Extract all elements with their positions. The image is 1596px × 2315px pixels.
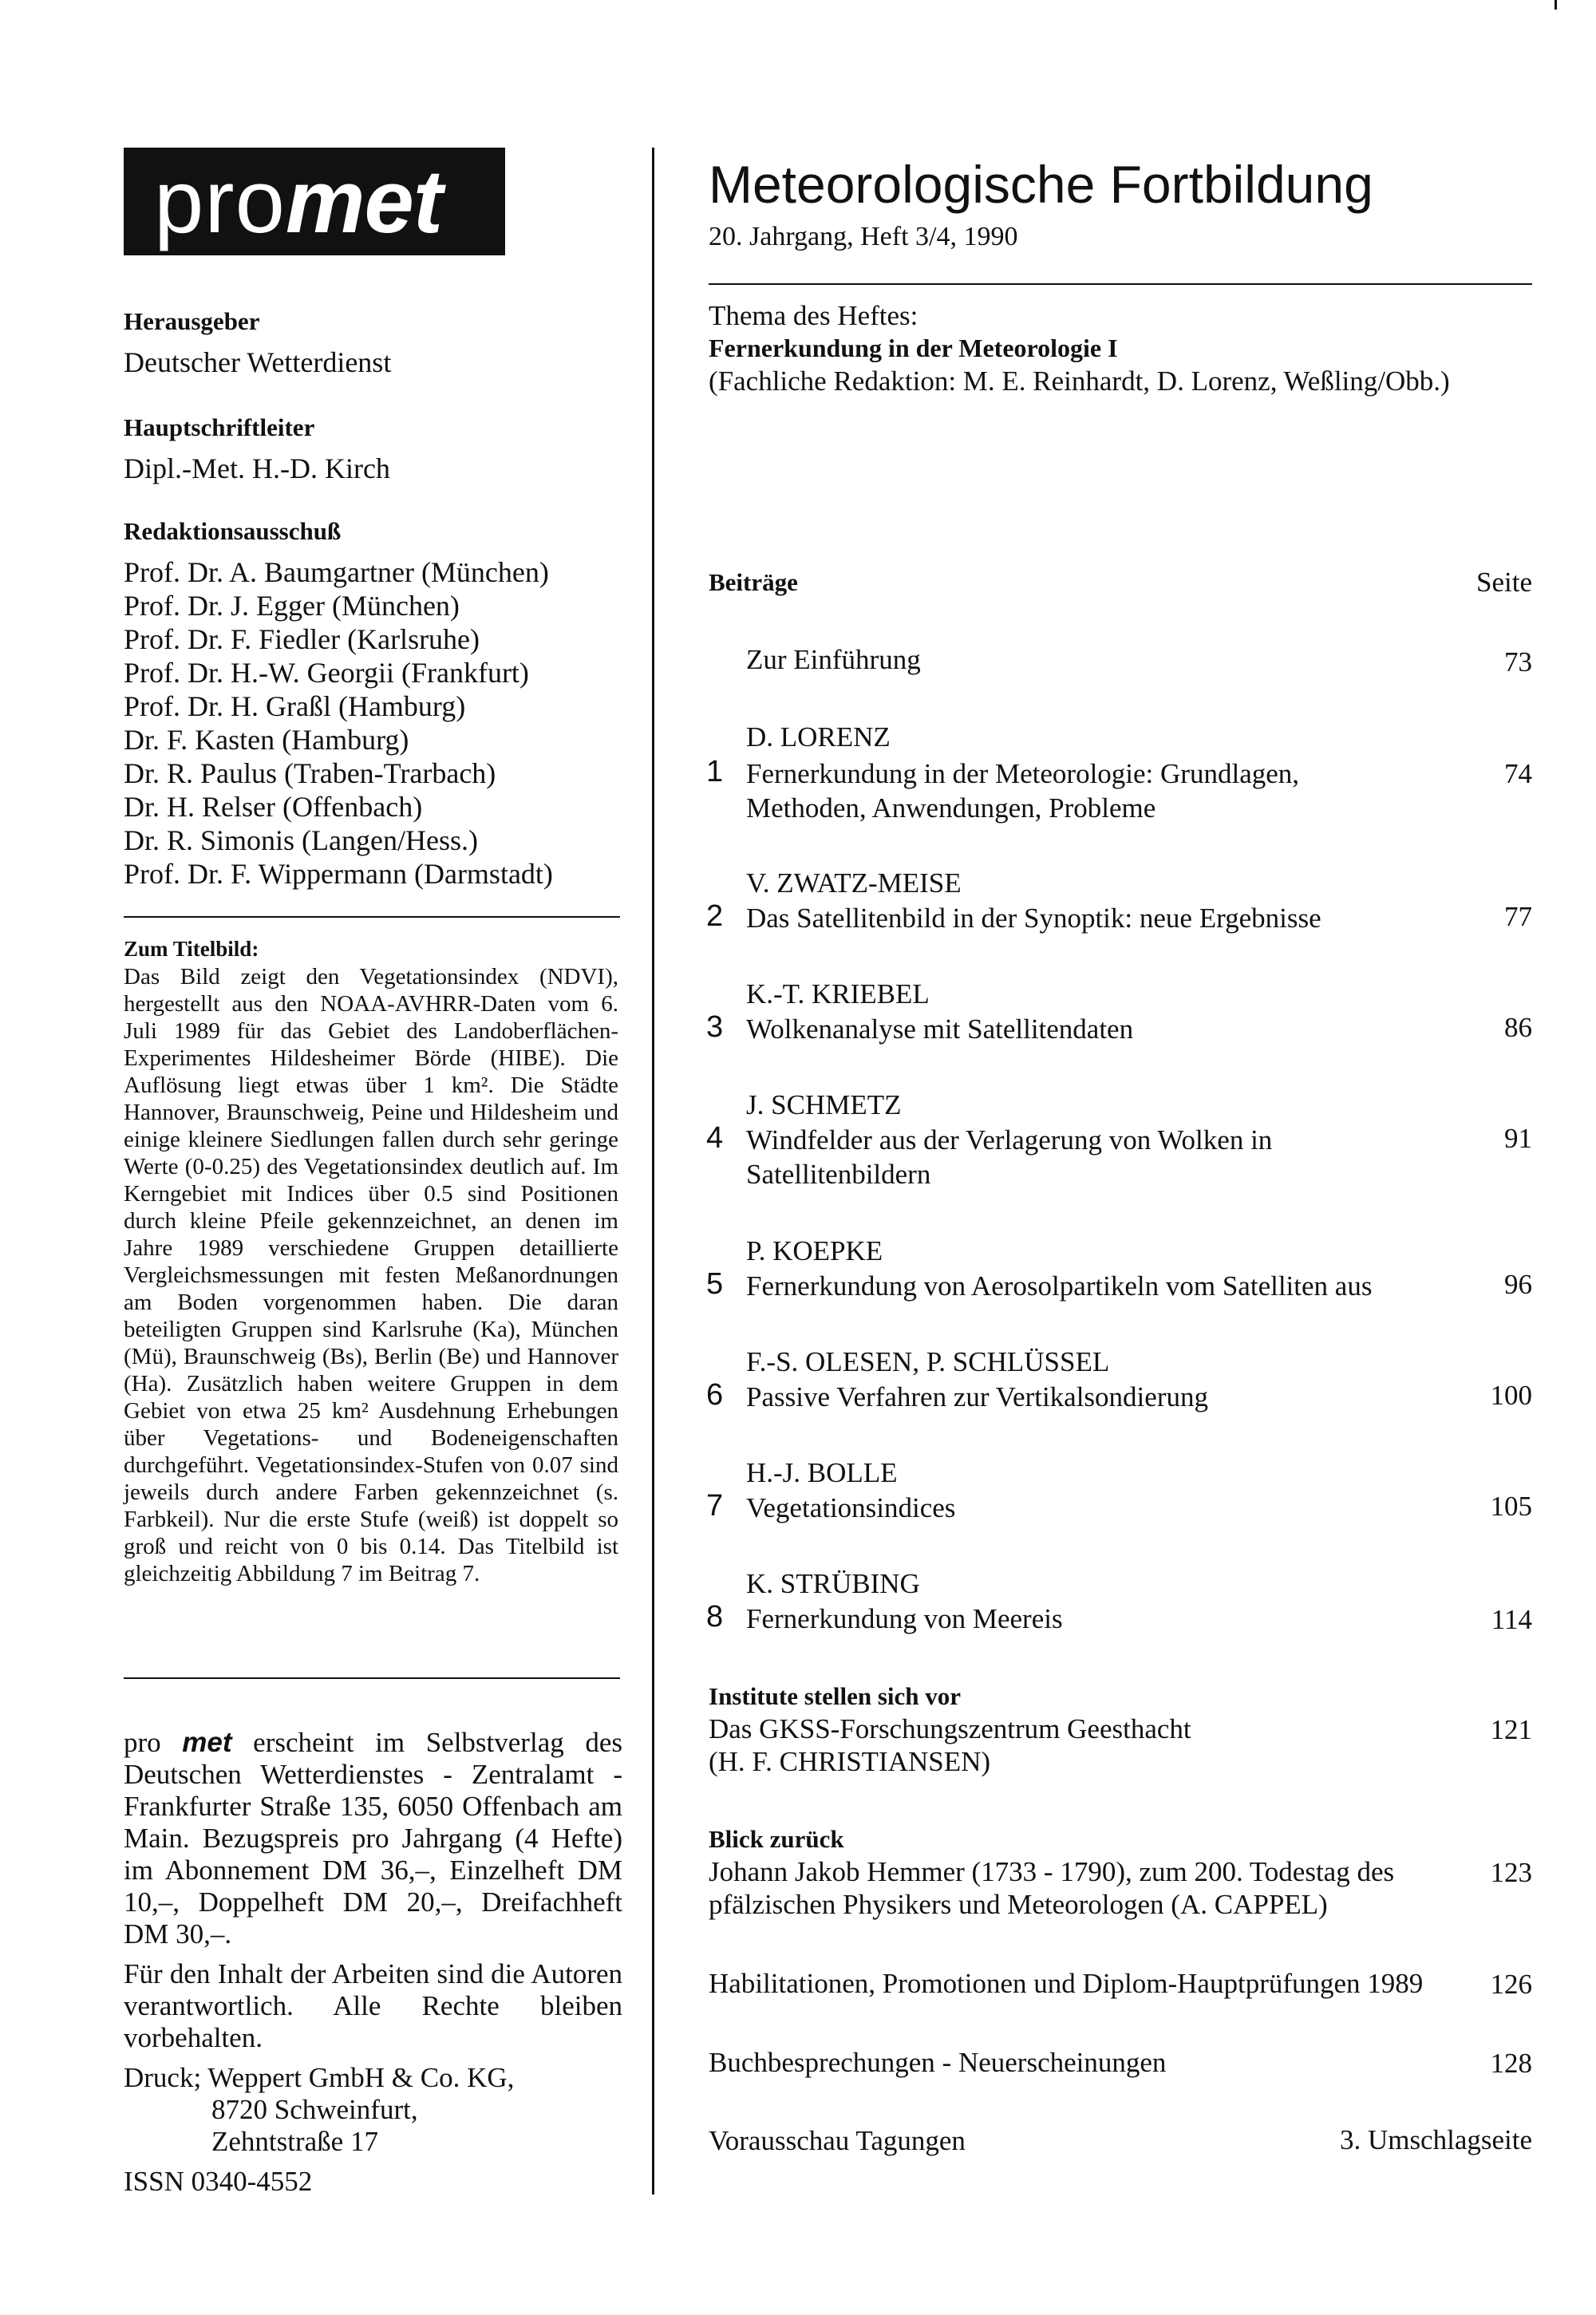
institute-line: Das GKSS-Forschungszentrum Geesthacht [709, 1713, 1191, 1744]
imprint-rights: Für den Inhalt der Arbeiten sind die Autoren verantwortlich. Alle Rechte bleiben vorbehalten. [124, 1958, 622, 2053]
toc-article-title: Passive Verfahren zur Vertikalsondierung [746, 1381, 1208, 1412]
promet-logo [124, 148, 505, 255]
toc-page: 114 [1491, 1604, 1532, 1635]
toc-author: P. KOEPKE [746, 1235, 883, 1266]
toc-article-title: Das Satellitenbild in der Synoptik: neue Ergebnisse [746, 903, 1321, 934]
corner-mark [1555, 0, 1557, 10]
toc-page: 74 [1504, 758, 1532, 789]
blick-label: Blick zurück [709, 1825, 844, 1853]
toc-title-line: Methoden, Anwendungen, Probleme [746, 792, 1156, 824]
toc-number: 6 [706, 1378, 724, 1412]
redaktion-member: Prof. Dr. F. Fiedler (Karlsruhe) [124, 623, 480, 655]
page-title: Meteorologische Fortbildung [709, 155, 1373, 214]
toc-author: J. SCHMETZ [746, 1089, 902, 1120]
redaktion-member: Dr. F. Kasten (Hamburg) [124, 724, 409, 756]
titelbild-label: Zum Titelbild: [124, 937, 259, 961]
toc-intro-page: 73 [1504, 646, 1532, 678]
blick-line: Johann Jakob Hemmer (1733 - 1790), zum 200. Todestag des [709, 1856, 1395, 1887]
redaktion-member: Dr. R. Simonis (Langen/Hess.) [124, 824, 478, 856]
redaktion-label: Redaktionsausschuß [124, 517, 342, 545]
toc-author: K. STRÜBING [746, 1568, 920, 1599]
toc-page: 105 [1490, 1491, 1532, 1522]
herausgeber-label: Herausgeber [124, 307, 260, 335]
title-rule [709, 283, 1532, 285]
imprint-pro: pro [124, 1727, 161, 1758]
imprint-publisher-text: erscheint im Selbstverlag des Deutschen Wetterdienstes - Zentralamt - Frankfurter Straße 135, 6050 Offenbach am Main. Bezugspreis pro Jahrgang (4 Hefte) im Abonnement DM 36,–, Einzelheft DM 10,–, Doppelheft DM 20,–, Dreifachheft DM 30,–. [124, 1727, 623, 1950]
toc-number: 7 [706, 1489, 724, 1523]
habil-page: 126 [1490, 1969, 1532, 2000]
toc-article-title: Vegetationsindices [746, 1492, 956, 1523]
institute-entry [709, 1713, 1191, 1778]
toc-title-line: Windfelder aus der Verlagerung von Wolken in [746, 1124, 1273, 1156]
thema-redaktion: (Fachliche Redaktion: M. E. Reinhardt, D. Lorenz, Weßling/Obb.) [709, 365, 1450, 397]
hauptschriftleiter-value: Dipl.-Met. H.-D. Kirch [124, 452, 390, 484]
toc-article-title [746, 757, 1299, 825]
seite-label: Seite [1476, 567, 1532, 598]
imprint-issn: ISSN 0340-4552 [124, 2166, 313, 2197]
redaktion-member: Dr. H. Relser (Offenbach) [124, 791, 423, 823]
imprint-druck-2: 8720 Schweinfurt, [211, 2094, 418, 2125]
column-divider [652, 148, 654, 2195]
toc-article-title [746, 1123, 1272, 1191]
toc-intro-title: Zur Einführung [746, 644, 921, 675]
institute-line: (H. F. CHRISTIANSEN) [709, 1746, 991, 1777]
toc-article-title: Fernerkundung von Aerosolpartikeln vom Satelliten aus [746, 1270, 1373, 1302]
toc-author: K.-T. KRIEBEL [746, 978, 930, 1009]
toc-page: 100 [1490, 1380, 1532, 1411]
institute-page: 121 [1490, 1714, 1532, 1745]
thema-label: Thema des Heftes: [709, 300, 918, 331]
toc-number: 3 [706, 1010, 724, 1044]
imprint-section [124, 1727, 622, 2198]
toc-page: 86 [1504, 1012, 1532, 1043]
thema-section [709, 299, 1450, 397]
titelbild-text: Das Bild zeigt den Vegetationsindex (NDVI), hergestellt aus den NOAA-AVHRR-Daten vom 6. Juli 1989 für das Gebiet des Landoberflächen-Experimentes Hildesheimer Börde (HIBE). Die Auflösung liegt etwas über 1 km². Die Städte Hannover, Braunschweig, Peine und Hildesheim und einige kleinere Siedlungen fallen durch sehr geringe Werte (0-0.25) des Vegetationsindex deutlich auf. Im Kerngebiet mit Indices über 0.5 sind Positionen durch kleine Pfeile gekennzeichnet, an denen im Jahre 1989 verschiedene Gruppen detaillierte Vergleichsmessungen mit festen Meßanordnungen am Boden vorgenommen haben. Die daran beteiligten Gruppen sind Karlsruhe (Ka), München (Mü), Braunschweig (Bs), Berlin (Be) und Hannover (Ha). Zusätzlich haben weitere Gruppen in dem Gebiet von etwa 25 km² Ausdehnung Erhebungen über Vegetations- und Bodeneigenschaften durchgeführt. Vegetationsindex-Stufen von 0.07 sind jeweils durch andere Farben gekennzeichnet (s. Farbkeil). Nur die erste Stufe (weiß) ist doppelt so groß und reicht von 0 bis 0.14. Das Titelbild ist gleichzeitig Abbildung 7 im Beitrag 7. [124, 964, 618, 1586]
toc-number: 5 [706, 1267, 724, 1301]
toc-article-title: Fernerkundung von Meereis [746, 1603, 1063, 1634]
toc-number: 4 [706, 1121, 724, 1155]
habil-entry: Habilitationen, Promotionen und Diplom-Hauptprüfungen 1989 [709, 1968, 1424, 1999]
logo-met: met [285, 151, 443, 251]
imprint-druck-3: Zehntstraße 17 [211, 2126, 378, 2157]
buch-entry: Buchbesprechungen - Neuerscheinungen [709, 2047, 1167, 2078]
toc-author: F.-S. OLESEN, P. SCHLÜSSEL [746, 1346, 1110, 1377]
blick-line: pfälzischen Physikers und Meteorologen (A. CAPPEL) [709, 1889, 1328, 1920]
blick-page: 123 [1490, 1857, 1532, 1888]
redaktion-member: Dr. R. Paulus (Traben-Trarbach) [124, 757, 496, 789]
logo-pro: pro [154, 151, 286, 251]
toc-title-line: Satellitenbildern [746, 1159, 931, 1190]
issue-info: 20. Jahrgang, Heft 3/4, 1990 [709, 222, 1018, 251]
toc-author: H.-J. BOLLE [746, 1457, 898, 1488]
blick-entry [709, 1855, 1394, 1921]
voraus-page: 3. Umschlagseite [1339, 2124, 1532, 2155]
imprint-publisher [124, 1727, 622, 1950]
toc-page: 91 [1504, 1123, 1532, 1154]
divider [124, 1677, 620, 1679]
toc-author: V. ZWATZ-MEISE [746, 867, 962, 899]
toc-author: D. LORENZ [746, 721, 891, 753]
toc-article-title: Wolkenanalyse mit Satellitendaten [746, 1013, 1134, 1045]
toc-number: 2 [706, 899, 724, 933]
toc-title-line: Fernerkundung in der Meteorologie: Grundlagen, [746, 758, 1300, 789]
institute-label: Institute stellen sich vor [709, 1682, 962, 1710]
redaktion-member: Prof. Dr. A. Baumgartner (München) [124, 556, 549, 588]
redaktion-list [124, 555, 553, 891]
hauptschriftleiter-label: Hauptschriftleiter [124, 413, 315, 441]
imprint-met: met [182, 1727, 232, 1758]
beitraege-label: Beiträge [709, 568, 798, 596]
redaktion-member: Prof. Dr. H.-W. Georgii (Frankfurt) [124, 657, 529, 689]
toc-number: 1 [706, 755, 724, 788]
toc-page: 96 [1504, 1269, 1532, 1300]
redaktion-member: Prof. Dr. J. Egger (München) [124, 590, 460, 622]
buch-page: 128 [1490, 2048, 1532, 2079]
redaktion-member: Prof. Dr. F. Wippermann (Darmstadt) [124, 858, 553, 890]
toc-page: 77 [1504, 901, 1532, 932]
imprint-druck-1: Druck; Weppert GmbH & Co. KG, [124, 2062, 515, 2093]
divider [124, 916, 620, 918]
thema-title: Fernerkundung in der Meteorologie I [709, 334, 1118, 362]
redaktion-member: Prof. Dr. H. Graßl (Hamburg) [124, 690, 466, 722]
titelbild-section [124, 937, 618, 1587]
toc-number: 8 [706, 1600, 724, 1634]
voraus-entry: Vorausschau Tagungen [709, 2125, 966, 2156]
herausgeber-value: Deutscher Wetterdienst [124, 346, 392, 378]
